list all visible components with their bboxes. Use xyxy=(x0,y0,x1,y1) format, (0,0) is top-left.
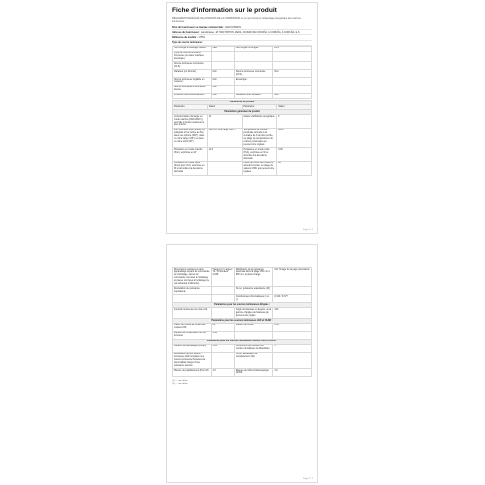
param-value-2: 80 xyxy=(277,161,312,175)
page-number: Page 1 / 2 xyxy=(303,229,313,231)
param-label-2 xyxy=(234,51,273,62)
param-value: Hauteur 0 / Largeur 72 / Profondeur 2,548 xyxy=(211,268,234,287)
param-label-2: Classe d'efficacité énergétique xyxy=(242,115,277,129)
supplier-label: Nom du fournisseur ou marque commerciale : xyxy=(172,25,225,29)
col-header-param: Paramètre xyxy=(173,105,208,110)
footnotes xyxy=(172,380,312,386)
page-number-2: Page 2 / 2 xyxy=(303,478,313,480)
param-label: Flux lumineux utile (Φutile), en indiquant s'il se réfère au flux dans une sphère (360°), dans un cône large (120°) ou dans un cône étroit (90°) xyxy=(173,128,208,147)
param-value-2: F xyxy=(277,115,312,129)
param-value xyxy=(211,295,234,303)
param-value-2: Non xyxy=(273,93,312,98)
param-label-2: Indice de rendu des couleurs, arrondi à l'entier, ou plage de valeurs d'IRC qui peuvent être réglées xyxy=(242,161,277,175)
model-label: Référence du modèle : xyxy=(172,35,198,39)
param-value-2: 3000 xyxy=(277,128,312,147)
table-row xyxy=(173,78,312,86)
param-label-2: Si oui, puissance équivalente (W) xyxy=(234,287,273,295)
param-value-2 xyxy=(273,331,312,339)
col-header-value-2: Valeur xyxy=(277,105,312,110)
param-value-2: DLS xyxy=(273,46,312,51)
param-label: Valeur de l'indice de rendu des couleurs R9 xyxy=(173,323,212,331)
param-value-2: Non xyxy=(273,70,312,78)
param-value-2 xyxy=(273,287,312,295)
param-label-2: Coordonnées chromatiques (x et y) xyxy=(234,295,273,303)
table-row xyxy=(173,148,312,162)
param-label-2: Distribution de la puissance spectrale dans la plage 250 nm à 800 nm, à pleine charge xyxy=(234,268,273,287)
param-value: 11.0 xyxy=(207,148,242,162)
table-row xyxy=(173,352,312,369)
col-header-param-2: Paramètre xyxy=(242,105,277,110)
param-value: 0.80 xyxy=(211,344,234,352)
param-value xyxy=(211,287,234,295)
col-header-value: Valeur xyxy=(207,105,242,110)
param-label-2: Si oui, déclaration de remplacement (W) xyxy=(234,352,273,369)
param-value: LED xyxy=(211,46,234,51)
table-row xyxy=(173,161,312,175)
param-label: Facteur de déphasage (cos φ1) xyxy=(173,344,212,352)
dimensions-table xyxy=(172,267,312,377)
supplier-value: LED-KOSMOS xyxy=(225,25,241,29)
param-label-2: Mesure de l'effet stroboscopique (SVM) xyxy=(234,369,273,377)
table-row xyxy=(173,93,312,98)
param-value-2: 120 xyxy=(273,308,312,319)
param-label: Source lumineuse réglable en couleurs : xyxy=(173,78,212,86)
table-row xyxy=(173,62,312,70)
param-value-2: 0.344 / 0.377 xyxy=(273,295,312,303)
param-label: Déclaration de puissance équivalente xyxy=(173,287,212,295)
table-row xyxy=(173,308,312,319)
param-value: 0.90 xyxy=(211,331,234,339)
dls-heading: Paramètres pour les sources lumineuses dirigées : xyxy=(173,303,312,308)
param-value-2: Voir l'image de la page précédente xyxy=(273,268,312,287)
document-page-1 xyxy=(166,2,318,234)
param-value xyxy=(211,51,234,62)
page-title: Fiche d'information sur le produit xyxy=(172,7,277,14)
param-label: Source lumineuse connectée (CLS) : xyxy=(173,62,212,70)
param-label-2 xyxy=(234,62,273,70)
param-value-2 xyxy=(273,85,312,93)
param-label-2: Utilisation avec variateur : xyxy=(234,93,273,98)
param-label: Facteur de conservation du flux lumineux xyxy=(173,331,212,339)
model-value: 17551 xyxy=(198,35,205,39)
param-label: Type de culot de la source lumineuse (ou autre interface électrique) xyxy=(173,51,212,62)
param-label: Technologie d'éclairage utilisée : xyxy=(173,46,212,51)
param-value-2 xyxy=(273,78,312,86)
param-value xyxy=(211,308,234,319)
param-label: Source lumineuse à luminance élevée : xyxy=(173,85,212,93)
param-label-2: Température de couleur proximale arrondie à la centaine de K la plus proche, ou plage de températures de couleur proximales qui peuvent être réglées xyxy=(242,128,277,147)
param-value-2: 0.90 xyxy=(273,323,312,331)
param-value: 1410 en cône large (120°) xyxy=(207,128,242,147)
table-row xyxy=(173,85,312,93)
type-table xyxy=(172,46,312,99)
param-label-2: Puissance en mode veille (Psb), exprimée en W et arrondie à la deuxième décimale xyxy=(242,148,277,162)
param-label: Déclaration qu'une source lumineuse LED remplace une source lumineuse fluorescente sans ballast intégré d'une puissance donnée xyxy=(173,352,212,369)
param-label: Intensité lumineuse de crête (cd) xyxy=(173,308,212,319)
table-row xyxy=(173,369,312,377)
param-label: Consommation d'énergie en mode marche (kWh/1000 h), arrondie à l'entier supérieur le plus proche xyxy=(173,115,208,129)
table-row xyxy=(173,295,312,303)
param-label: Puissance en mode marche (Pon), exprimée en W xyxy=(173,148,208,162)
param-value: Non xyxy=(211,93,234,98)
address-value: Landstrasse, 18 7000 HIRTON, ZEDA, CIUDAD DE CORUÑA, A CORUÑA, A CORUÑA, E.S xyxy=(200,30,300,34)
mains-heading: Paramètres pour les sources lumineuses secteur LED et OLED : xyxy=(173,339,312,344)
param-value: Non xyxy=(211,85,234,93)
footnote-2: (2) — non défini xyxy=(172,383,188,386)
general-params-heading: Paramètres généraux du produit xyxy=(173,110,312,115)
table-row xyxy=(173,331,312,339)
param-label-2: Non dirigée ou dirigée : xyxy=(234,46,273,51)
param-label: Variateur (en dimmer) : xyxy=(173,70,212,78)
address-label: Adresse du fournisseur : xyxy=(172,30,201,34)
param-value-2 xyxy=(273,62,312,70)
param-label: Puissance en mode veille (Pnet) pour CLS, exprimée en W et arrondie à la deuxième décimale xyxy=(173,161,208,175)
param-value: Non xyxy=(211,78,234,86)
document-page-2 xyxy=(166,244,318,483)
table-row xyxy=(173,323,312,331)
param-label: Mesure de papillotement (Pst LM) xyxy=(173,369,212,377)
param-label-2 xyxy=(234,331,273,339)
param-value: 11 xyxy=(207,115,242,129)
param-value: 80 xyxy=(211,323,234,331)
param-label-2: Facteur de survie xyxy=(234,323,273,331)
param-value xyxy=(211,352,234,369)
param-value: Non xyxy=(211,70,234,78)
table-row xyxy=(173,287,312,295)
table-row xyxy=(173,115,312,129)
param-value-2: 1.0 xyxy=(273,369,312,377)
param-label: Protection anti-éblouissement : xyxy=(173,93,212,98)
param-value-2: 5 xyxy=(273,344,312,352)
table-row xyxy=(173,51,312,62)
footnote-1: (1) — non défini xyxy=(172,380,188,383)
param-label xyxy=(173,295,212,303)
param-label-2: Cohérence des couleurs en nombre de Ellipses de MacAdam xyxy=(234,344,273,352)
param-value-2 xyxy=(273,51,312,62)
param-label-2: Enveloppe : xyxy=(234,78,273,86)
general-heading: Type de source lumineuse : xyxy=(172,41,312,46)
table-row xyxy=(173,344,312,352)
table-row xyxy=(173,268,312,287)
led-heading: Paramètres pour les sources lumineuses LED et OLED : xyxy=(173,319,312,324)
param-value xyxy=(207,161,242,175)
param-value-2 xyxy=(273,352,312,369)
table-row xyxy=(173,128,312,147)
param-label-2: Source lumineuse connectée (CLS) : xyxy=(234,70,273,78)
param-value: 1.0 xyxy=(211,369,234,377)
param-value-2: 0.00 xyxy=(277,148,312,162)
params-table xyxy=(172,100,312,176)
param-label-2 xyxy=(234,85,273,93)
param-label-2: Angle de faisceau en degrés, ou la gamme d'angles de faisceau qui peuvent être réglés xyxy=(235,308,272,317)
param-label: Dimensions extérieures sans appareillage séparé de commande de l'éclairage, pièces de commande non liées à l'éclairage et pièces non liées à l'éclairage (le cas échéant) (millimètre) xyxy=(174,268,210,286)
param-value xyxy=(211,62,234,70)
params-heading: Paramètres du produit xyxy=(173,100,312,105)
table-row xyxy=(173,70,312,78)
regulation-text: RÈGLEMENT DÉLÉGUÉ (UE) 2019/2015 DE LA COMMISSION en ce qui concerne l'étiquetage énergétique des sources lumineuses xyxy=(172,17,301,23)
